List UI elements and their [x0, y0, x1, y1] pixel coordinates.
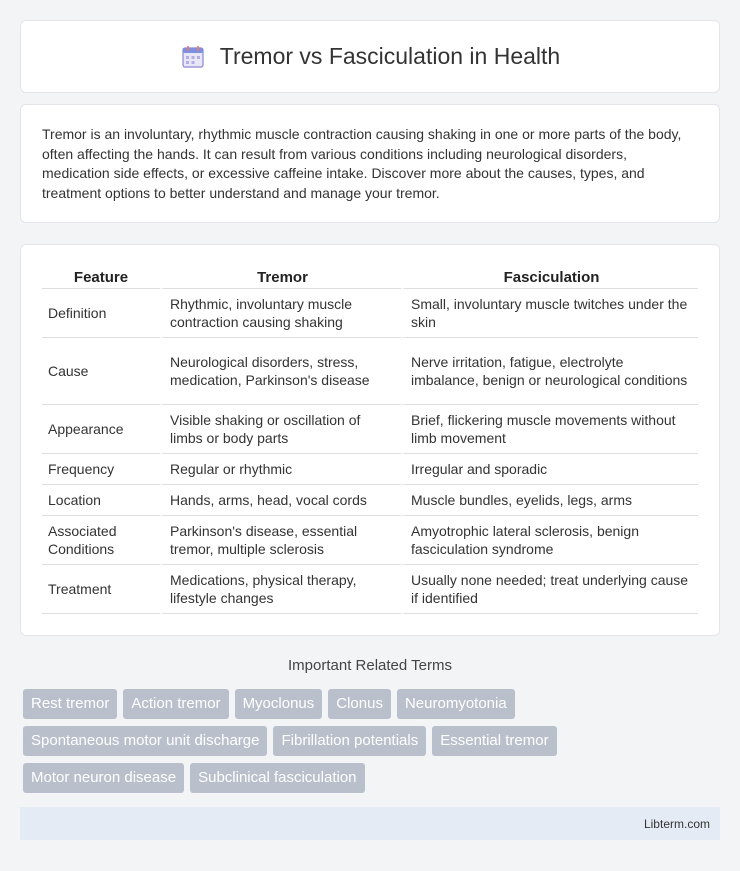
tag-essential-tremor[interactable]: Essential tremor: [432, 726, 556, 756]
table-row: [42, 454, 698, 485]
table-row: [42, 289, 698, 338]
intro-text: Tremor is an involuntary, rhythmic muscle contraction causing shaking in one or more parts of the body, often affecting the hands. It can result from various conditions including neurological disorders, medication side effects, or excessive caffeine intake. Discover more about the causes, types, and treatment options to better understand and manage your tremor.: [42, 126, 682, 201]
tag-clonus[interactable]: Clonus: [328, 689, 391, 719]
comparison-card: [20, 244, 720, 636]
tag-myoclonus[interactable]: Myoclonus: [235, 689, 323, 719]
cell-feature: Definition: [42, 289, 160, 338]
cell-feature: Treatment: [42, 565, 160, 614]
cell-fasciculation: Usually none needed; treat underlying cause if identified: [401, 565, 698, 614]
cell-tremor: Regular or rhythmic: [160, 454, 401, 485]
cell-tremor: Parkinson's disease, essential tremor, multiple sclerosis: [160, 516, 401, 565]
cell-fasciculation: Small, involuntary muscle twitches under the skin: [401, 289, 698, 338]
tag-action-tremor[interactable]: Action tremor: [123, 689, 228, 719]
table-row: [42, 405, 698, 454]
tag-spontaneous-motor-unit-discharge[interactable]: Spontaneous motor unit discharge: [23, 726, 267, 756]
related-terms-list: [23, 689, 723, 800]
cell-tremor: Medications, physical therapy, lifestyle changes: [160, 565, 401, 614]
cell-feature: Frequency: [42, 454, 160, 485]
intro-card: [20, 104, 720, 223]
tag-rest-tremor[interactable]: Rest tremor: [23, 689, 117, 719]
cell-feature: Associated Conditions: [42, 516, 160, 565]
table-row: [42, 516, 698, 565]
tag-motor-neuron-disease[interactable]: Motor neuron disease: [23, 763, 184, 793]
tag-neuromyotonia[interactable]: Neuromyotonia: [397, 689, 515, 719]
header-tremor: Tremor: [160, 265, 401, 289]
cell-feature: Appearance: [42, 405, 160, 454]
cell-tremor: Rhythmic, involuntary muscle contraction causing shaking: [160, 289, 401, 338]
cell-tremor: Visible shaking or oscillation of limbs or body parts: [160, 405, 401, 454]
calendar-icon: [180, 44, 206, 70]
tag-fibrillation-potentials[interactable]: Fibrillation potentials: [273, 726, 426, 756]
table-header-row: [42, 265, 698, 289]
header-fasciculation: Fasciculation: [401, 265, 698, 289]
comparison-table: [42, 265, 698, 614]
table-row: [42, 565, 698, 614]
cell-fasciculation: Muscle bundles, eyelids, legs, arms: [401, 485, 698, 516]
cell-fasciculation: Nerve irritation, fatigue, electrolyte imbalance, benign or neurological conditions: [401, 338, 698, 405]
title-card: [20, 20, 720, 93]
cell-fasciculation: Brief, flickering muscle movements without limb movement: [401, 405, 698, 454]
related-terms-heading: Important Related Terms: [288, 657, 452, 674]
table-row: [42, 485, 698, 516]
footer-site-link[interactable]: Libterm.com: [643, 816, 710, 831]
cell-tremor: Neurological disorders, stress, medication, Parkinson's disease: [160, 338, 401, 405]
page-title: Tremor vs Fasciculation in Health: [219, 43, 561, 69]
cell-tremor: Hands, arms, head, vocal cords: [160, 485, 401, 516]
cell-feature: Location: [42, 485, 160, 516]
tag-subclinical-fasciculation[interactable]: Subclinical fasciculation: [190, 763, 364, 793]
cell-fasciculation: Amyotrophic lateral sclerosis, benign fasciculation syndrome: [401, 516, 698, 565]
cell-fasciculation: Irregular and sporadic: [401, 454, 698, 485]
header-feature: Feature: [42, 265, 160, 289]
cell-feature: Cause: [42, 338, 160, 405]
table-row: [42, 338, 698, 405]
footer: [20, 807, 720, 840]
